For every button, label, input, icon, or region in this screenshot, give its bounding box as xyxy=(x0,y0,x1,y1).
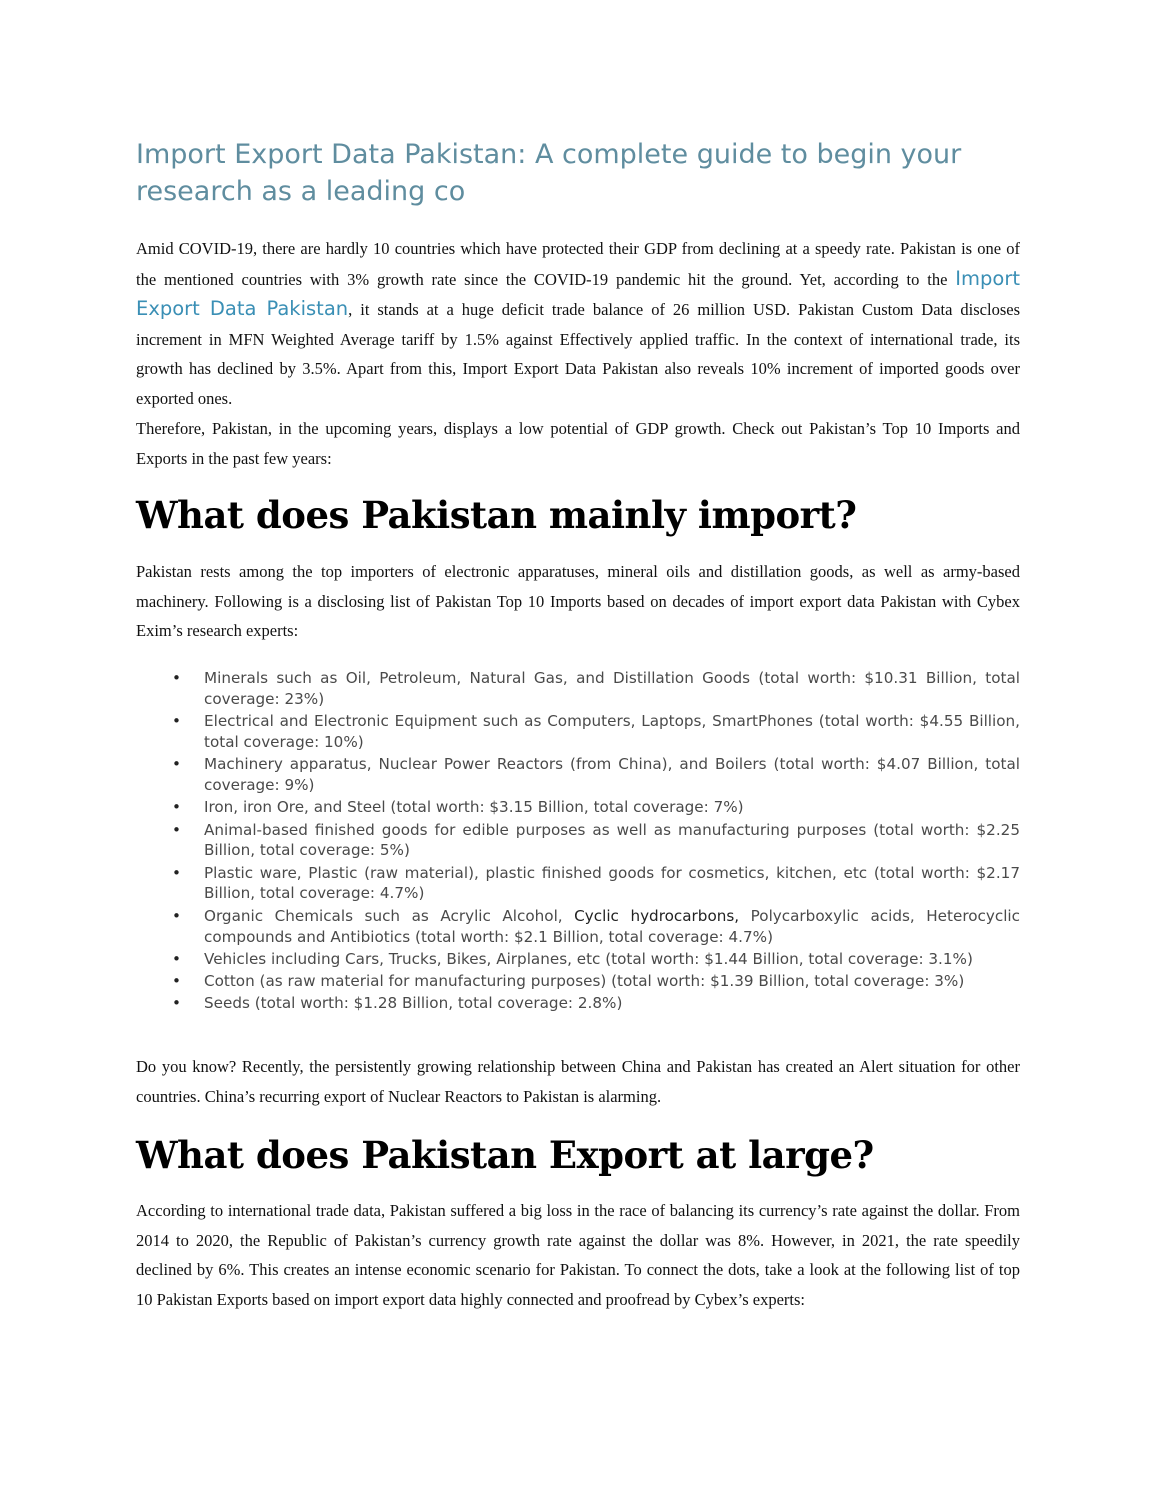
list-item-text: Machinery apparatus, Nuclear Power Reactors (from China), and Boilers (total worth: $4.07 Billion, total coverage: 9%) xyxy=(204,755,1020,794)
organic-text-4: (total worth: $2.1 Billion, total coverage: 4.7%) xyxy=(415,927,774,946)
bullet-icon: • xyxy=(172,972,181,991)
list-item xyxy=(136,754,1020,796)
list-item xyxy=(136,863,1020,905)
export-heading: What does Pakistan Export at large? xyxy=(136,1133,874,1177)
did-you-know-paragraph: Do you know? Recently, the persistently growing relationship between China and Pakistan has created an Alert situation for other countries. China’s recurring export of Nuclear Reactors to Pakistan is alarming. xyxy=(136,1057,1020,1106)
list-item xyxy=(136,668,1020,710)
list-item-text: Cotton (as raw material for manufacturing purposes) (total worth: $1.39 Billion, total coverage: 3%) xyxy=(204,972,965,991)
list-item xyxy=(136,797,1020,818)
list-item-text: Animal-based finished goods for edible purposes as well as manufacturing purposes (total worth: $2.25 Billion, total coverage: 5%) xyxy=(204,820,1020,860)
list-item-text: Vehicles including Cars, Trucks, Bikes, Airplanes, etc (total worth: $1.44 Billion, total coverage: 3.1%) xyxy=(204,949,973,968)
therefore-paragraph: Therefore, Pakistan, in the upcoming years, displays a low potential of GDP growth. Check out Pakistan’s Top 10 Imports and Exports in the past few years: xyxy=(136,419,1020,468)
intro-text-after-link: , it stands at a huge deficit trade balance of 26 million USD. Pakistan Custom Data discloses increment in MFN Weighted Average tariff by 1.5% against Effectively applied traffic. In the context of international trade, its growth has declined by 3.5%. Apart from this, Import Export Data Pakistan also reveals 10% increment of imported goods over exported ones. xyxy=(136,300,1020,408)
bullet-icon: • xyxy=(172,863,181,882)
imports-list xyxy=(136,668,1020,1016)
import-heading: What does Pakistan mainly import? xyxy=(136,493,857,537)
intro-text-before-link: Amid COVID-19, there are hardly 10 countries which have protected their GDP from declining at a speedy rate. Pakistan is one of the mentioned countries with 3% growth rate since the COVID-19 pandemic hit the ground. Yet, according to the xyxy=(136,239,1020,289)
intro-paragraph xyxy=(136,234,1020,414)
organic-text-1: Organic Chemicals such as Acrylic Alcohol, xyxy=(204,906,563,925)
list-item-text: Electrical and Electronic Equipment such as Computers, Laptops, SmartPhones (total worth: $4.55 Billion, total coverage: 10%) xyxy=(204,712,1020,751)
bullet-icon: • xyxy=(172,906,181,925)
bullet-icon: • xyxy=(172,949,181,968)
organic-text-3: Polycarboxylic acids, Heterocyclic compounds and Antibiotics xyxy=(204,906,1020,946)
list-item-text: Seeds (total worth: $1.28 Billion, total coverage: 2.8%) xyxy=(204,994,623,1013)
list-item xyxy=(136,820,1020,862)
bullet-icon: • xyxy=(172,994,181,1013)
list-item xyxy=(136,971,1020,992)
list-item-text: Minerals such as Oil, Petroleum, Natural Gas, and Distillation Goods (total worth: $10.31 Billion, total coverage: 23%) xyxy=(204,669,1020,708)
cyclic-hydrocarbons-link[interactable]: Cyclic hydrocarbons, xyxy=(574,906,740,925)
bullet-icon: • xyxy=(172,798,181,817)
bullet-icon: • xyxy=(172,712,181,731)
list-item xyxy=(136,949,1020,970)
import-export-data-link[interactable]: Import Export Data Pakistan xyxy=(136,266,1020,321)
list-item xyxy=(136,993,1020,1014)
export-paragraph: According to international trade data, Pakistan suffered a big loss in the race of balancing its currency’s rate against the dollar. From 2014 to 2020, the Republic of Pakistan’s currency growth rate against the dollar was 8%. However, in 2021, the rate speedily declined by 6%. This creates an intense economic scenario for Pakistan. To connect the dots, take a look at the following list of top 10 Pakistan Exports based on import export data highly connected and proofread by Cybex’s experts: xyxy=(136,1201,1020,1309)
list-item-text: Iron, iron Ore, and Steel (total worth: $3.15 Billion, total coverage: 7%) xyxy=(204,798,744,817)
list-item xyxy=(136,711,1020,753)
page-title: Import Export Data Pakistan: A complete guide to begin your research as a leading co xyxy=(136,139,962,207)
bullet-icon: • xyxy=(172,755,181,774)
bullet-icon: • xyxy=(172,669,181,687)
list-item-organic-chemicals xyxy=(136,906,1020,948)
import-paragraph: Pakistan rests among the top importers of electronic apparatuses, mineral oils and distillation goods, as well as army-based machinery. Following is a disclosing list of Pakistan Top 10 Imports based on decades of import export data Pakistan with Cybex Exim’s research experts: xyxy=(136,562,1020,641)
bullet-icon: • xyxy=(172,820,181,839)
list-item-text: Plastic ware, Plastic (raw material), plastic finished goods for cosmetics, kitchen, etc (total worth: $2.17 Billion, total coverage: 4.7%) xyxy=(204,863,1020,903)
